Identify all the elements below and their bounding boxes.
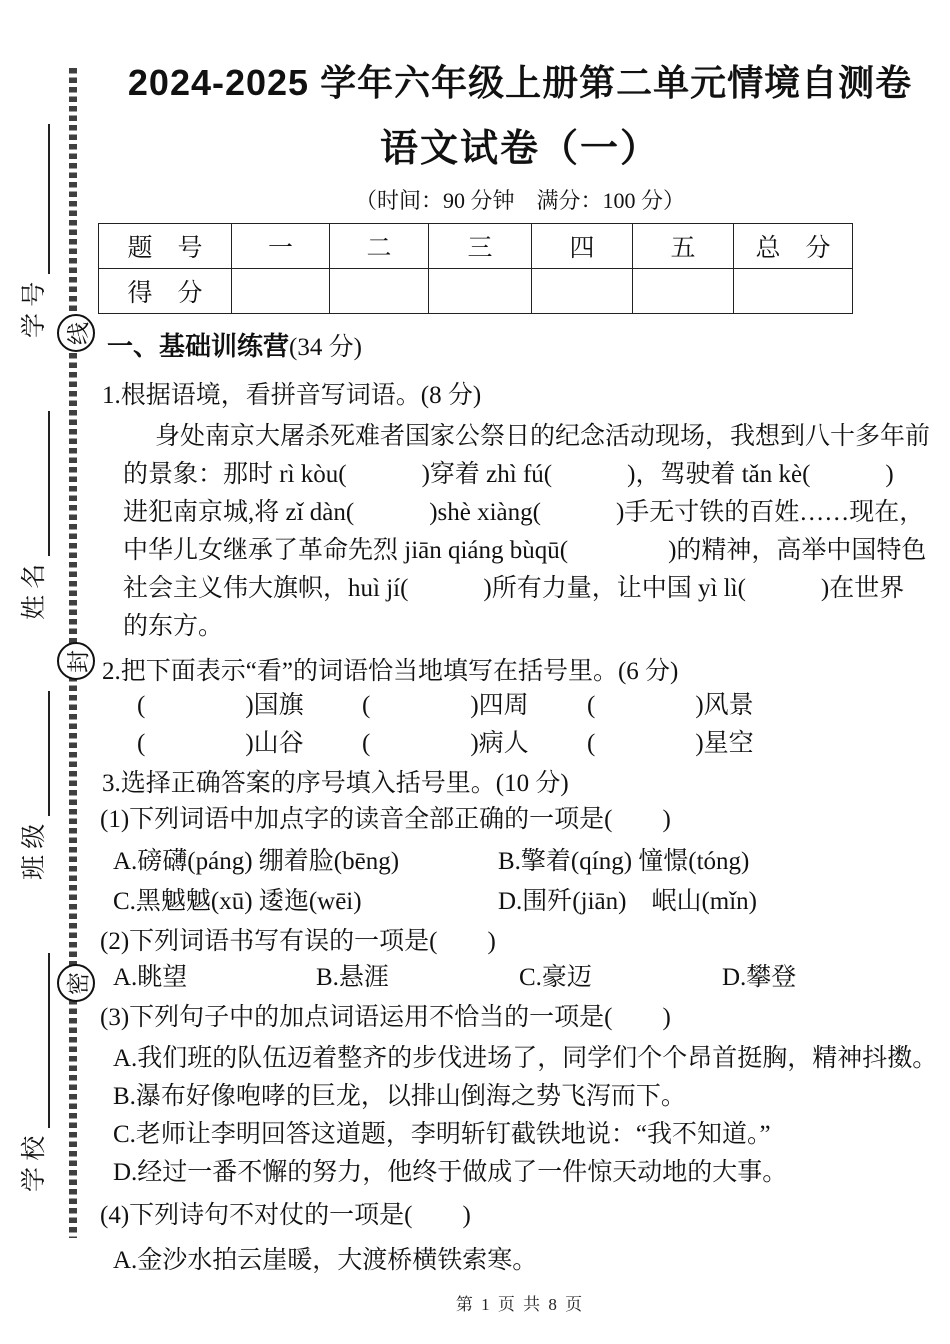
score-table-header-row: [99, 224, 853, 269]
seal-stamp-char: 封: [65, 649, 91, 673]
q1-paragraph: [123, 418, 945, 646]
page-number: 第 1 页 共 8 页: [455, 1295, 585, 1314]
seal-stamp-char: 密: [65, 971, 91, 995]
q3-sub2-option: A.眺望: [113, 964, 188, 991]
q1-paragraph-line: 社会主义伟大旗帜，huì jí( )所有力量，让中国 yì lì( )在世界: [123, 575, 905, 602]
q2-blank-item: ( )山谷: [137, 730, 304, 757]
seal-blank-line: [42, 953, 50, 1128]
score-cell-empty: [734, 269, 853, 314]
q3-sub1-option: B.擎着(qíng) 憧憬(tóng): [498, 848, 750, 875]
section-one-heading: [107, 331, 945, 363]
score-table-header-cell: 总 分: [734, 224, 853, 269]
q1-paragraph-line: 的东方。: [123, 613, 224, 640]
q2-stem: 2.把下面表示“看”的词语恰当地填写在括号里。(6 分): [102, 658, 679, 685]
q3-sub2-option: B.悬涯: [316, 964, 389, 991]
section-one-title: 一、基础训练营: [107, 331, 290, 361]
q2-blank-item: ( )四周: [362, 692, 529, 719]
q3-sub1-stem: (1)下列词语中加点字的读音全部正确的一项是( ): [100, 806, 671, 833]
score-table-header-cell: 四: [532, 224, 633, 269]
q1-paragraph-line: 中华儿女继承了革命先烈 jiān qiáng bùqū( )的精神，高举中国特色: [123, 537, 927, 564]
q3-sub3-option: C.老师让李明回答这道题，李明斩钉截铁地说：“我不知道。”: [113, 1121, 771, 1148]
score-table-score-row: [99, 269, 853, 314]
q3-stem: 3.选择正确答案的序号填入括号里。(10 分): [102, 770, 569, 797]
q2-blank-item: ( )国旗: [137, 692, 304, 719]
score-table-header-cell: 题 号: [99, 224, 232, 269]
paper-subject-title: 语文试卷（一）: [379, 128, 660, 170]
seal-field-class: [16, 682, 50, 880]
seal-stamp-char: 线: [65, 321, 91, 345]
score-table-header-cell: 一: [232, 224, 330, 269]
q2-blank-item: ( )病人: [362, 730, 529, 757]
paper-title: 2024-2025 学年六年级上册第二单元情境自测卷: [127, 62, 913, 103]
q1-paragraph-line: 的景象：那时 rì kòu( )穿着 zhì fú( )，驾驶着 tǎn kè( ): [123, 461, 894, 488]
seal-blank-line: [42, 691, 50, 816]
q3-sub2-option: D.攀登: [722, 964, 797, 991]
q1-stem: 1.根据语境，看拼音写词语。(8 分): [102, 382, 482, 409]
q3-sub4-stem: (4)下列诗句不对仗的一项是( ): [100, 1202, 471, 1229]
score-table-header-cell: 二: [330, 224, 429, 269]
seal-field-school: [16, 944, 50, 1192]
seal-blank-line: [42, 411, 50, 556]
q2-blank-item: ( )风景: [587, 692, 754, 719]
q3-sub1-option: C.黑魆魆(xū) 逶迤(wēi): [113, 888, 362, 915]
score-cell-empty: [633, 269, 734, 314]
seal-field-student-number: [16, 113, 50, 338]
score-table-header-cell: 五: [633, 224, 734, 269]
seal-stamp-line: [57, 314, 95, 352]
q3-sub2-option: C.豪迈: [519, 964, 592, 991]
score-cell-empty: [330, 269, 429, 314]
q3-sub2-options: [113, 964, 945, 992]
seal-field-label: 学 号: [21, 281, 48, 338]
seal-field-label: 班 级: [21, 823, 48, 880]
seal-stamp-mi: [57, 964, 95, 1002]
q2-blank-item: ( )星空: [587, 730, 754, 757]
time-score-note: （时间：90 分钟 满分：100 分）: [354, 188, 685, 213]
seal-field-label: 学 校: [21, 1135, 48, 1192]
q1-paragraph-line: 身处南京大屠杀死难者国家公祭日的纪念活动现场，我想到八十多年前: [155, 423, 931, 450]
q2-blank-row: [137, 730, 945, 758]
score-table-header-cell: 三: [429, 224, 532, 269]
q3-sub3-option: B.瀑布好像咆哮的巨龙，以排山倒海之势飞泻而下。: [113, 1083, 686, 1110]
section-one-points: (34 分): [289, 334, 362, 361]
q3-sub3-option: D.经过一番不懈的努力，他终于做成了一件惊天动地的大事。: [113, 1159, 788, 1186]
q3-sub4-options: [113, 1242, 945, 1280]
q3-sub3-options: [113, 1040, 945, 1192]
score-row-label: 得 分: [99, 269, 232, 314]
seal-stamp-feng: [57, 642, 95, 680]
seal-blank-line: [42, 124, 50, 274]
q3-sub2-stem: (2)下列词语书写有误的一项是( ): [100, 928, 496, 955]
q1-paragraph-line: 进犯南京城,将 zǐ dàn( )shè xiàng( )手无寸铁的百姓……现在，: [123, 499, 925, 526]
paper-content: [95, 48, 945, 1280]
q3-sub3-option: A.我们班的队伍迈着整齐的步伐进场了，同学们个个昂首挺胸，精神抖擞。: [113, 1045, 938, 1072]
q3-sub1-option: D.围歼(jiān) 岷山(mǐn): [498, 888, 757, 915]
q3-sub1-options: [113, 842, 945, 922]
q3-sub3-stem: (3)下列句子中的加点词语运用不恰当的一项是( ): [100, 1004, 671, 1031]
score-cell-empty: [429, 269, 532, 314]
score-table: [98, 223, 853, 314]
seal-field-name: [16, 402, 50, 620]
q3-sub1-option: A.磅礴(páng) 绷着脸(bēng): [113, 848, 400, 875]
q3-sub4-option: A.金沙水拍云崖暖，大渡桥横铁索寒。: [113, 1247, 538, 1274]
score-cell-empty: [532, 269, 633, 314]
q2-blank-row: [137, 692, 945, 720]
score-cell-empty: [232, 269, 330, 314]
seal-field-label: 姓 名: [21, 563, 48, 620]
